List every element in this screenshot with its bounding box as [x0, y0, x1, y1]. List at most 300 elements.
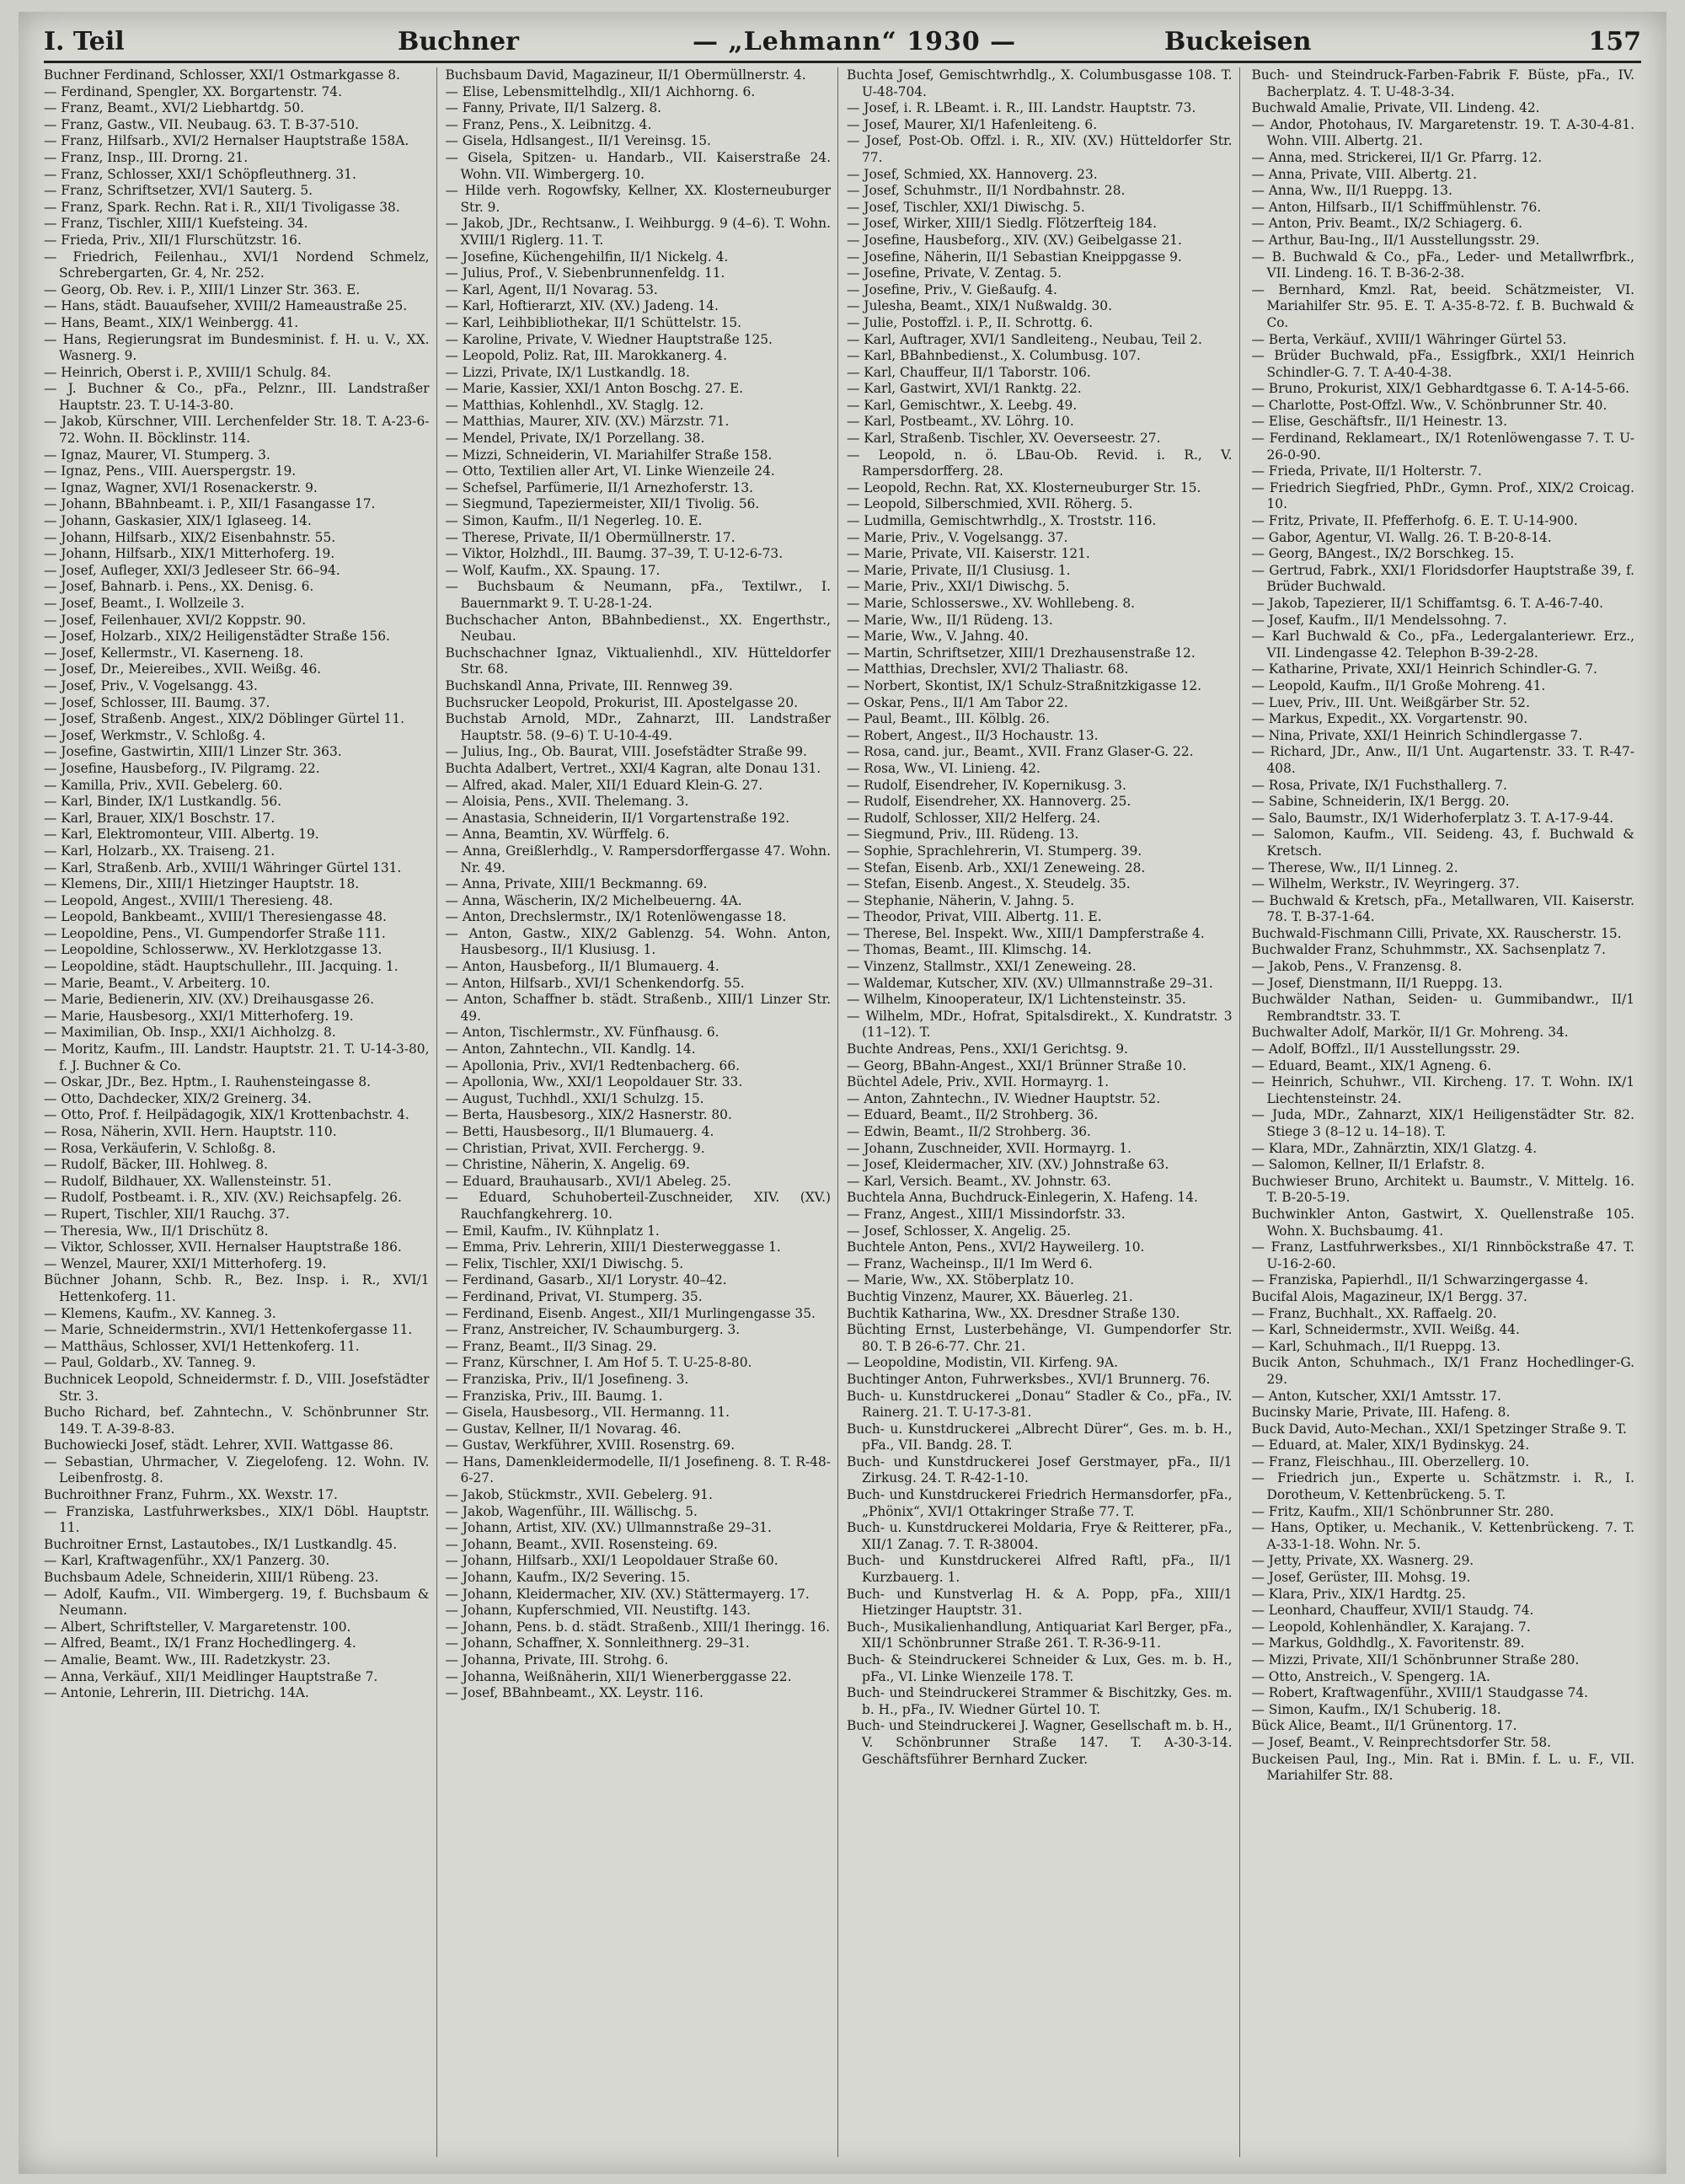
- directory-entry: — Eduard, at. Maler, XIX/1 Bydinskyg. 24.: [1251, 1437, 1530, 1453]
- directory-entry: — Rudolf, Eisendreher, IV. Kopernikusg. 3.: [847, 777, 1126, 793]
- directory-entry: — Stefan, Eisenb. Angest., X. Steudelg. 35.: [847, 876, 1131, 892]
- directory-entry: — Berta, Verkäuf., XVIII/1 Währinger Gürtel 53.: [1251, 331, 1567, 347]
- directory-entry: — J. Buchner & Co., pFa., Pelznr., III. Landstraßer Hauptstr. 23. T. U-14-3-80.: [44, 381, 430, 413]
- directory-entry: — Gisela, Hausbesorg., VII. Hermanng. 11.: [445, 1405, 730, 1421]
- directory-entry: — Paul, Beamt., III. Kölblg. 26.: [847, 711, 1050, 727]
- directory-entry: Buchte Andreas, Pens., XXI/1 Gerichtsg. 9.: [847, 1041, 1128, 1057]
- directory-entry: — Karl, Straßenb. Tischler, XV. Oeverseestr. 27.: [847, 431, 1161, 447]
- directory-entry: Buchwinkler Anton, Gastwirt, X. Quellenstraße 105. Wohn. X. Buchsbaumg. 41.: [1251, 1206, 1634, 1239]
- directory-entry: — Marie, Private, II/1 Clusiusg. 1.: [847, 562, 1071, 578]
- directory-entry: — Kamilla, Priv., XVII. Gebelerg. 60.: [44, 777, 283, 793]
- directory-entry: — Franz, Angest., XIII/1 Missindorfstr. 33.: [847, 1206, 1126, 1222]
- directory-entry: — Paul, Goldarb., XV. Tanneg. 9.: [44, 1355, 256, 1371]
- directory-entry: Buchroithner Franz, Fuhrm., XX. Wexstr. 17.: [44, 1487, 338, 1503]
- directory-entry: — Franz, Anstreicher, IV. Schaumburgerg. 3.: [445, 1322, 741, 1338]
- directory-entry: — Johanna, Weißnäherin, XII/1 Wienerberggasse 22.: [445, 1668, 792, 1684]
- directory-entry: Buch-, Musikalienhandlung, Antiquariat Karl Berger, pFa., XII/1 Schönbrunner Straße 261. T. R-36-9-11.: [847, 1619, 1233, 1651]
- directory-entry: — Katharine, Private, XXI/1 Heinrich Schindler-G. 7.: [1251, 661, 1597, 677]
- directory-entry: — Hilde verh. Rogowfsky, Kellner, XX. Klosterneuburger Str. 9.: [445, 183, 831, 215]
- directory-entry: — Josef, Kellermstr., VI. Kaserneng. 18.: [44, 645, 304, 661]
- directory-entry: — Christine, Näherin, X. Angelig. 69.: [445, 1157, 690, 1173]
- directory-entry: Buchtinger Anton, Fuhrwerksbes., XVI/1 Brunnerg. 76.: [847, 1371, 1211, 1387]
- directory-entry: — Jakob, Kürschner, VIII. Lerchenfelder Str. 18. T. A-23-6-72. Wohn. II. Böcklinstr. 114.: [44, 414, 430, 447]
- directory-entry: — Karl, Versich. Beamt., XV. Johnstr. 63.: [847, 1173, 1111, 1189]
- directory-entry: — Rosa, Private, IX/1 Fuchsthallerg. 7.: [1251, 777, 1507, 793]
- directory-entry: — Karl, Leihbibliothekar, II/1 Schüttelstr. 15.: [445, 314, 742, 330]
- directory-entry: — Josef, Beamt., I. Wollzeile 3.: [44, 596, 245, 611]
- directory-entry: Buch- u. Kunstdruckerei Moldaria, Frye & Reitterer, pFa., XII/1 Zanag. 7. T. R-38004.: [847, 1520, 1233, 1552]
- directory-entry: — Franziska, Priv., III. Baumg. 1.: [445, 1388, 663, 1404]
- directory-entry: — Julie, Postoffzl. i. P., II. Schrottg. 6.: [847, 314, 1094, 330]
- directory-entry: — Stephanie, Näherin, V. Jahng. 5.: [847, 892, 1075, 908]
- directory-entry: — Rupert, Tischler, XII/1 Rauchg. 37.: [44, 1206, 290, 1222]
- directory-entry: Buchnicek Leopold, Schneidermstr. f. D., VIII. Josefstädter Str. 3.: [44, 1371, 430, 1404]
- directory-entry: — Rosa, Verkäuferin, V. Schloßg. 8.: [44, 1140, 276, 1156]
- directory-entry: — Josef, Schlosser, III. Baumg. 37.: [44, 694, 270, 710]
- directory-entry: — Sophie, Sprachlehrerin, VI. Stumperg. 39.: [847, 843, 1142, 859]
- last-surname: Buckeisen: [1164, 27, 1312, 56]
- directory-entry: — Josef, Straßenb. Angest., XIX/2 Döblinger Gürtel 11.: [44, 711, 405, 727]
- directory-entry: Buchwald-Fischmann Cilli, Private, XX. Rauscherstr. 15.: [1251, 925, 1622, 941]
- directory-entry: — Leopoldine, Modistin, VII. Kirfeng. 9A.: [847, 1355, 1118, 1371]
- directory-entry: — Franz, Lastfuhrwerksbes., XI/1 Rinnböckstraße 47. T. U-16-2-60.: [1251, 1239, 1634, 1271]
- directory-entry: — Adolf, Kaufm., VII. Wimbergerg. 19, f. Buchsbaum & Neumann.: [44, 1586, 430, 1619]
- directory-entry: — Karl, Holzarb., XX. Traiseng. 21.: [44, 843, 275, 859]
- directory-entry: — Eduard, Brauhausarb., XVI/1 Abeleg. 25.: [445, 1173, 731, 1189]
- directory-entry: — Leopold, Kohlenhändler, X. Karajang. 7.: [1251, 1619, 1531, 1635]
- directory-entry: Buchsbaum Adele, Schneiderin, XIII/1 Rübeng. 23.: [44, 1570, 379, 1586]
- directory-entry: — Marie, Priv., XXI/1 Diwischg. 5.: [847, 579, 1070, 595]
- directory-entry: Buchwald Amalie, Private, VII. Lindeng. 42.: [1251, 100, 1540, 116]
- directory-entry: — Josef, Bahnarb. i. Pens., XX. Denisg. 6.: [44, 579, 314, 595]
- directory-entry: — Matthias, Drechsler, XVI/2 Thaliastr. 68.: [847, 661, 1129, 677]
- directory-entry: — Buchwald & Kretsch, pFa., Metallwaren, VII. Kaiserstr. 78. T. B-37-1-64.: [1251, 892, 1634, 925]
- directory-entry: — Leopold, n. ö. LBau-Ob. Revid. i. R., V. Rampersdorfferg. 28.: [847, 447, 1233, 479]
- directory-entry: — Bruno, Prokurist, XIX/1 Gebhardtgasse 6. T. A-14-5-66.: [1251, 381, 1630, 397]
- directory-entry: — Elise, Lebensmittelhdlg., XII/1 Aichhorng. 6.: [445, 83, 756, 99]
- directory-entry: — Anna, med. Strickerei, II/1 Gr. Pfarrg. 12.: [1251, 149, 1543, 165]
- directory-entry: — Richard, JDr., Anw., II/1 Unt. Augartenstr. 33. T. R-47-408.: [1251, 744, 1634, 776]
- directory-entry: — Gustav, Werkführer, XVIII. Rosenstrg. 69.: [445, 1437, 736, 1453]
- directory-entry: — Karl, Gastwirt, XVI/1 Ranktg. 22.: [847, 381, 1082, 397]
- directory-entry: Buchta Josef, Gemischtwrhdlg., X. Columbusgasse 108. T. U-48-704.: [847, 67, 1233, 99]
- directory-title: — „Lehmann“ 1930 —: [693, 27, 1017, 56]
- directory-entry: — Anton, Hilfsarb., II/1 Schiffmühlenstr. 76.: [1251, 199, 1542, 215]
- directory-entry: Büchting Ernst, Lusterbehänge, VI. Gumpendorfer Str. 80. T. B 26-6-77. Chr. 21.: [847, 1322, 1233, 1354]
- directory-entry: — Josef, BBahnbeamt., XX. Leystr. 116.: [445, 1685, 703, 1701]
- directory-entry: — Josef, Priv., V. Vogelsangg. 43.: [44, 677, 258, 693]
- directory-entry: — Schefsel, Parfümerie, II/1 Arnezhoferstr. 13.: [445, 479, 754, 495]
- directory-entry: — Jakob, Wagenführ., III. Wällischg. 5.: [445, 1503, 698, 1519]
- directory-entry: Buchner Ferdinand, Schlosser, XXI/1 Ostmarkgasse 8.: [44, 67, 400, 83]
- directory-entry: — Anna, Greißlerhdlg., V. Rampersdorffergasse 47. Wohn. Nr. 49.: [445, 843, 831, 875]
- directory-entry: — Karoline, Private, V. Wiedner Hauptstraße 125.: [445, 331, 773, 347]
- directory-entry: — Gisela, Spitzen- u. Handarb., VII. Kaiserstraße 24. Wohn. VII. Wimbergerg. 10.: [445, 149, 831, 182]
- column-2: [446, 67, 839, 2157]
- directory-entry: — Buchsbaum & Neumann, pFa., Textilwr., I. Bauernmarkt 9. T. U-28-1-24.: [445, 579, 831, 611]
- directory-entry: — Arthur, Bau-Ing., II/1 Ausstellungsstr. 29.: [1251, 232, 1540, 248]
- directory-entry: — Fritz, Kaufm., XII/1 Schönbrunner Str. 280.: [1251, 1503, 1554, 1519]
- directory-page: [19, 12, 1666, 2174]
- directory-entry: — Friedrich Siegfried, PhDr., Gymn. Prof., XIX/2 Croicag. 10.: [1251, 479, 1634, 512]
- directory-entry: — Marie, Bedienerin, XIV. (XV.) Dreihausgasse 26.: [44, 992, 375, 1008]
- directory-entry: — Fritz, Private, II. Pfefferhofg. 6. E. T. U-14-900.: [1251, 513, 1578, 529]
- directory-entry: — Felix, Tischler, XXI/1 Diwischg. 5.: [445, 1255, 684, 1271]
- directory-entry: — Rosa, Ww., VI. Linieng. 42.: [847, 760, 1040, 776]
- directory-entry: — Sabine, Schneiderin, IX/1 Bergg. 20.: [1251, 794, 1510, 810]
- directory-entry: — Leopoldine, Pens., VI. Gumpendorfer Straße 111.: [44, 925, 386, 941]
- directory-entry: — Vinzenz, Stallmstr., XXI/1 Zeneweing. 28.: [847, 959, 1137, 975]
- directory-entry: — Julesha, Beamt., XIX/1 Nußwaldg. 30.: [847, 298, 1112, 314]
- directory-entry: — Theodor, Privat, VIII. Albertg. 11. E.: [847, 909, 1102, 925]
- directory-entry: — Fanny, Private, II/1 Salzerg. 8.: [445, 100, 661, 116]
- directory-entry: — Salomon, Kellner, II/1 Erlafstr. 8.: [1251, 1157, 1485, 1173]
- directory-entry: — Franziska, Lastfuhrwerksbes., XIX/1 Döbl. Hauptstr. 11.: [44, 1503, 430, 1536]
- directory-entry: — Ludmilla, Gemischtwrhdlg., X. Troststr. 116.: [847, 513, 1157, 529]
- directory-entry: — Josef, Tischler, XXI/1 Diwischg. 5.: [847, 199, 1085, 215]
- directory-entry: — Norbert, Skontist, IX/1 Schulz-Straßnitzkigasse 12.: [847, 677, 1202, 693]
- directory-entry: — Anton, Tischlermstr., XV. Fünfhausg. 6.: [445, 1025, 719, 1041]
- directory-entry: Buchtele Anton, Pens., XVI/2 Hayweilerg. 10.: [847, 1239, 1145, 1255]
- directory-entry: — Franz, Pens., X. Leibnitzg. 4.: [445, 116, 652, 132]
- directory-entry: — Johann, BBahnbeamt. i. P., XII/1 Fasangasse 17.: [44, 496, 376, 512]
- directory-entry: — Mizzi, Schneiderin, VI. Mariahilfer Straße 158.: [445, 447, 773, 463]
- directory-entry: — Johann, Beamt., XVII. Rosensteing. 69.: [445, 1536, 718, 1552]
- directory-entry: — Klara, MDr., Zahnärztin, XIX/1 Glatzg. 4.: [1251, 1140, 1538, 1156]
- directory-entry: — Stefan, Eisenb. Arb., XXI/1 Zeneweing. 28.: [847, 859, 1146, 875]
- directory-entry: — Leopold, Silberschmied, XVII. Röherg. 5.: [847, 496, 1133, 512]
- directory-entry: — Josef, Kaufm., II/1 Mendelssohng. 7.: [1251, 612, 1507, 628]
- directory-entry: — Matthias, Maurer, XIV. (XV.) Märzstr. 71.: [445, 414, 730, 430]
- directory-entry: — Siegmund, Priv., III. Rüdeng. 13.: [847, 827, 1079, 843]
- directory-entry: — Elise, Geschäftsfr., II/1 Heinestr. 13.: [1251, 414, 1507, 430]
- directory-entry: — Eduard, Schuhoberteil-Zuschneider, XIV. (XV.) Rauchfangkehrerg. 10.: [445, 1190, 831, 1222]
- directory-entry: — Otto, Textilien aller Art, VI. Linke Wienzeile 24.: [445, 463, 775, 479]
- directory-entry: — Josefine, Gastwirtin, XIII/1 Linzer Str. 363.: [44, 744, 342, 760]
- directory-entry: Buckeisen Paul, Ing., Min. Rat i. BMin. f. L. u. F., VII. Mariahilfer Str. 88.: [1251, 1751, 1634, 1784]
- directory-entry: — Emma, Priv. Lehrerin, XIII/1 Diesterweggasse 1.: [445, 1239, 781, 1255]
- directory-entry: — Ferdinand, Spengler, XX. Borgartenstr. 74.: [44, 83, 342, 99]
- directory-entry: — August, Tuchhdl., XXI/1 Schulzg. 15.: [445, 1090, 704, 1106]
- directory-entry: — Viktor, Schlosser, XVII. Hernalser Hauptstraße 186.: [44, 1239, 402, 1255]
- directory-entry: — Marie, Ww., V. Jahng. 40.: [847, 629, 1029, 645]
- directory-entry: — Karl, Brauer, XIX/1 Boschstr. 17.: [44, 810, 275, 826]
- directory-entry: Buchwalder Franz, Schuhmmstr., XX. Sachsenplatz 7.: [1251, 942, 1606, 958]
- directory-entry: — Josef, Gerüster, III. Mohsg. 19.: [1251, 1570, 1471, 1586]
- directory-entry: Buchwälder Nathan, Seiden- u. Gummibandwr., II/1 Rembrandtstr. 33. T.: [1251, 992, 1634, 1024]
- directory-entry: — Gisela, Hdlsangest., II/1 Vereinsg. 15.: [445, 133, 711, 149]
- first-surname: Buchner: [398, 27, 519, 56]
- directory-entry: — Wilhelm, MDr., Hofrat, Spitalsdirekt., X. Kundratstr. 3 (11–12). T.: [847, 1008, 1233, 1041]
- directory-entry: — Marie, Beamt., V. Arbeiterg. 10.: [44, 975, 270, 991]
- directory-entry: — Franz, Tischler, XIII/1 Kuefsteing. 34.: [44, 216, 308, 232]
- directory-entry: — Berta, Hausbesorg., XIX/2 Hasnerstr. 80.: [445, 1107, 732, 1123]
- directory-entry: — Karl Buchwald & Co., pFa., Ledergalanteriewr. Erz., VII. Lindengasse 42. Telephon B-39-2-28.: [1251, 629, 1634, 661]
- directory-entry: Buch- und Steindruckerei Strammer & Bischitzky, Ges. m. b. H., pFa., IV. Wiedner Gürtel 10. T.: [847, 1685, 1233, 1717]
- directory-entry: — Salomon, Kaufm., VII. Seideng. 43, f. Buchwald & Kretsch.: [1251, 827, 1634, 859]
- directory-entry: — Leopold, Poliz. Rat, III. Marokkanerg. 4.: [445, 348, 727, 364]
- directory-entry: — Anton, Zahntechn., IV. Wiedner Hauptstr. 52.: [847, 1090, 1161, 1106]
- directory-entry: Bück Alice, Beamt., II/1 Grünentorg. 17.: [1251, 1718, 1517, 1734]
- directory-entry: Buchwalter Adolf, Markör, II/1 Gr. Mohreng. 34.: [1251, 1025, 1569, 1041]
- directory-entry: Buch- und Kunstverlag H. & A. Popp, pFa., XIII/1 Hietzinger Hauptstr. 31.: [847, 1586, 1233, 1619]
- directory-entry: — Rudolf, Postbeamt. i. R., XIV. (XV.) Reichsapfelg. 26.: [44, 1190, 402, 1206]
- directory-entry: — Josef, Dr., Meiereibes., XVII. Weißg. 46.: [44, 661, 322, 677]
- directory-entry: — Josef, Werkmstr., V. Schloßg. 4.: [44, 727, 266, 743]
- directory-entry: — Rosa, Näherin, XVII. Hern. Hauptstr. 110.: [44, 1124, 337, 1139]
- directory-entry: — Karl, Schuhmach., II/1 Rueppg. 13.: [1251, 1338, 1500, 1354]
- directory-entry: — Karl, Schneidermstr., XVII. Weißg. 44.: [1251, 1322, 1520, 1338]
- directory-entry: — Amalie, Beamt. Ww., III. Radetzkystr. 23.: [44, 1652, 331, 1667]
- directory-entry: Bucifal Alois, Magazineur, IX/1 Bergg. 37.: [1251, 1288, 1527, 1304]
- directory-entry: — Josef, Feilenhauer, XVI/2 Koppstr. 90.: [44, 612, 307, 628]
- directory-entry: — Johanna, Private, III. Strohg. 6.: [445, 1652, 669, 1667]
- directory-entry: — Gabor, Agentur, VI. Wallg. 26. T. B-20-8-14.: [1251, 529, 1552, 545]
- directory-entry: — Christian, Privat, XVII. Ferchergg. 9.: [445, 1140, 705, 1156]
- directory-entry: — Leopold, Kaufm., II/1 Große Mohreng. 41.: [1251, 677, 1546, 693]
- directory-entry: — Markus, Goldhdlg., X. Favoritenstr. 89.: [1251, 1635, 1525, 1651]
- directory-entry: — Bernhard, Kmzl. Rat, beeid. Schätzmeister, VI. Mariahilfer Str. 95. E. T. A-35-8-72. f. B. Buchwald & Co.: [1251, 281, 1634, 330]
- directory-entry: — Moritz, Kaufm., III. Landstr. Hauptstr. 21. T. U-14-3-80, f. J. Buchner & Co.: [44, 1041, 430, 1073]
- directory-entry: — Ignaz, Wagner, XVI/1 Rosenackerstr. 9.: [44, 479, 318, 495]
- directory-entry: — Charlotte, Post-Offzl. Ww., V. Schönbrunner Str. 40.: [1251, 397, 1607, 413]
- directory-entry: — Franz, Buchhalt., XX. Raffaelg. 20.: [1251, 1305, 1497, 1321]
- directory-entry: — Anton, Drechslermstr., IX/1 Rotenlöwengasse 18.: [445, 909, 787, 925]
- directory-entry: — Anna, Beamtin, XV. Würffelg. 6.: [445, 827, 670, 843]
- directory-entry: — Anastasia, Schneiderin, II/1 Vorgartenstraße 192.: [445, 810, 790, 826]
- directory-entry: — Josef, Holzarb., XIX/2 Heiligenstädter Straße 156.: [44, 629, 390, 645]
- directory-entry: — Juda, MDr., Zahnarzt, XIX/1 Heiligenstädter Str. 82. Stiege 3 (8–12 u. 14–18). T.: [1251, 1107, 1634, 1139]
- directory-entry: — Alfred, akad. Maler, XII/1 Eduard Klein-G. 27.: [445, 777, 763, 793]
- directory-entry: — Anton, Schaffner b. städt. Straßenb., XIII/1 Linzer Str. 49.: [445, 992, 831, 1024]
- directory-entry: — Eduard, Beamt., II/2 Strohberg. 36.: [847, 1107, 1099, 1123]
- directory-entry: — Josef, Schuhmstr., II/1 Nordbahnstr. 28.: [847, 183, 1126, 199]
- directory-entry: — Andor, Photohaus, IV. Margaretenstr. 19. T. A-30-4-81. Wohn. VIII. Albertg. 21.: [1251, 116, 1634, 149]
- directory-entry: — Robert, Angest., II/3 Hochaustr. 13.: [847, 727, 1099, 743]
- directory-entry: Buchtig Vinzenz, Maurer, XX. Bäuerleg. 21.: [847, 1288, 1133, 1304]
- directory-entry: — Therese, Private, II/1 Obermüllnerstr. 17.: [445, 529, 736, 545]
- directory-entry: — Franz, Spark. Rechn. Rat i. R., XII/1 Tivoligasse 38.: [44, 199, 400, 215]
- directory-entry: Buch- & Steindruckerei Schneider & Lux, Ges. m. b. H., pFa., VI. Linke Wienzeile 178. T.: [847, 1652, 1233, 1684]
- directory-entry: — Wenzel, Maurer, XXI/1 Mitterhoferg. 19.: [44, 1255, 327, 1271]
- directory-entry: Buchschacher Anton, BBahnbedienst., XX. Engerthstr., Neubau.: [445, 612, 831, 645]
- directory-entry: — B. Buchwald & Co., pFa., Leder- und Metallwrfbrk., VII. Lindeng. 16. T. B-36-2-38.: [1251, 249, 1634, 281]
- directory-entry: — Johann, Kaufm., IX/2 Severing. 15.: [445, 1570, 691, 1586]
- directory-entry: — Matthäus, Schlosser, XVI/1 Hettenkoferg. 11.: [44, 1338, 360, 1354]
- directory-entry: — Anton, Hilfsarb., XVI/1 Schenkendorfg. 55.: [445, 975, 745, 991]
- directory-entry: — Franz, Gastw., VII. Neubaug. 63. T. B-37-510.: [44, 116, 360, 132]
- directory-entry: — Leopoldine, städt. Hauptschullehr., III. Jacquing. 1.: [44, 959, 399, 975]
- directory-entry: — Karl, Hoftierarzt, XIV. (XV.) Jadeng. 14.: [445, 298, 719, 314]
- directory-entry: Buchstab Arnold, MDr., Zahnarzt, III. Landstraßer Hauptstr. 58. (9–6) T. U-10-4-49.: [445, 711, 831, 743]
- directory-entry: — Antonie, Lehrerin, III. Dietrichg. 14A.: [44, 1685, 309, 1701]
- directory-entry: — Marie, Ww., XX. Stöberplatz 10.: [847, 1272, 1074, 1288]
- directory-entry: — Johann, Hilfsarb., XIX/1 Mitterhoferg. 19.: [44, 546, 335, 562]
- directory-entry: — Franziska, Priv., II/1 Josefineng. 3.: [445, 1371, 689, 1387]
- directory-entry: — Oskar, Pens., II/1 Am Tabor 22.: [847, 694, 1068, 710]
- directory-entry: — Otto, Prof. f. Heilpädagogik, XIX/1 Krottenbachstr. 4.: [44, 1107, 409, 1123]
- directory-entry: — Jakob, Stückmstr., XVII. Gebelerg. 91.: [445, 1487, 713, 1503]
- directory-entry: Buchsbaum David, Magazineur, II/1 Obermüllnerstr. 4.: [445, 67, 806, 83]
- directory-entry: — Matthias, Kohlenhdl., XV. Staglg. 12.: [445, 397, 704, 413]
- directory-entry: — Simon, Kaufm., IX/1 Schuberig. 18.: [1251, 1701, 1501, 1717]
- directory-entry: — Johann, Pens. b. d. städt. Straßenb., XIII/1 Iheringg. 16.: [445, 1619, 831, 1635]
- directory-entry: — Viktor, Holzhdl., III. Baumg. 37–39, T. U-12-6-73.: [445, 546, 784, 562]
- directory-entry: — Martin, Schriftsetzer, XIII/1 Drezhausenstraße 12.: [847, 645, 1196, 661]
- directory-entry: — Karl, Auftrager, XVI/1 Sandleiteng., Neubau, Teil 2.: [847, 331, 1202, 347]
- directory-entry: — Josefine, Priv., V. Gießaufg. 4.: [847, 281, 1057, 297]
- directory-entry: — Gertrud, Fabrk., XXI/1 Floridsdorfer Hauptstraße 39, f. Brüder Buchwald.: [1251, 562, 1634, 595]
- directory-entry: — Rosa, cand. jur., Beamt., XVII. Franz Glaser-G. 22.: [847, 744, 1194, 760]
- directory-entry: — Karl, Postbeamt., XV. Löhrg. 10.: [847, 414, 1074, 430]
- directory-entry: — Josefine, Private, V. Zentag. 5.: [847, 265, 1062, 281]
- directory-entry: — Anton, Gastw., XIX/2 Gablenzg. 54. Wohn. Anton, Hausbesorg., II/1 Klusiusg. 1.: [445, 925, 831, 958]
- directory-entry: — Ignaz, Maurer, VI. Stumperg. 3.: [44, 447, 270, 463]
- directory-entry: — Anna, Ww., II/1 Rueppg. 13.: [1251, 183, 1452, 199]
- directory-entry: — Heinrich, Schuhwr., VII. Kircheng. 17. T. Wohn. IX/1 Liechtensteinstr. 24.: [1251, 1074, 1634, 1106]
- directory-entry: — Marie, Hausbesorg., XXI/1 Mitterhoferg. 19.: [44, 1008, 354, 1024]
- directory-entry: — Brüder Buchwald, pFa., Essigfbrk., XXI/1 Heinrich Schindler-G. 7. T. A-40-4-38.: [1251, 348, 1634, 380]
- directory-entry: — Hans, Optiker, u. Mechanik., V. Kettenbrückeng. 7. T. A-33-1-18. Wohn. Nr. 5.: [1251, 1520, 1634, 1552]
- directory-entry: — Waldemar, Kutscher, XIV. (XV.) Ullmannstraße 29–31.: [847, 975, 1213, 991]
- directory-entry: — Sebastian, Uhrmacher, V. Ziegelofeng. 12. Wohn. IV. Leibenfrostg. 8.: [44, 1453, 430, 1486]
- directory-entry: — Nina, Private, XXI/1 Heinrich Schindlergasse 7.: [1251, 727, 1583, 743]
- directory-columns: [44, 67, 1641, 2157]
- directory-entry: — Friedrich jun., Experte u. Schätzmstr. i. R., I. Dorotheum, V. Kettenbrückeng. 5. T.: [1251, 1470, 1634, 1503]
- directory-entry: — Josefine, Küchengehilfin, II/1 Nickelg. 4.: [445, 249, 729, 265]
- directory-entry: — Leopold, Bankbeamt., XVIII/1 Theresiengasse 48.: [44, 909, 387, 925]
- directory-entry: — Leopoldine, Schlosserww., XV. Herklotzgasse 13.: [44, 942, 382, 958]
- directory-entry: — Anna, Private, VIII. Albertg. 21.: [1251, 166, 1478, 182]
- directory-entry: — Johann, Kleidermacher, XIV. (XV.) Stättermayerg. 17.: [445, 1586, 810, 1602]
- directory-entry: Buchowiecki Josef, städt. Lehrer, XVII. Wattgasse 86.: [44, 1437, 393, 1453]
- directory-entry: Buchtela Anna, Buchdruck-Einlegerin, X. Hafeng. 14.: [847, 1190, 1198, 1206]
- directory-entry: — Hans, Beamt., XIX/1 Weinbergg. 41.: [44, 314, 299, 330]
- directory-entry: — Rudolf, Eisendreher, XX. Hannoverg. 25.: [847, 794, 1131, 810]
- directory-entry: Büchner Johann, Schb. R., Bez. Insp. i. R., XVI/1 Hettenkoferg. 11.: [44, 1272, 430, 1304]
- directory-entry: — Marie, Ww., II/1 Rüdeng. 13.: [847, 612, 1053, 628]
- directory-entry: — Franz, Wacheinsp., II/1 Im Werd 6.: [847, 1255, 1093, 1271]
- directory-entry: — Franz, Beamt., XVI/2 Liebhartdg. 50.: [44, 100, 305, 116]
- directory-entry: — Klara, Priv., XIX/1 Hardtg. 25.: [1251, 1586, 1466, 1602]
- directory-entry: — Ferdinand, Gasarb., XI/1 Lorystr. 40–42.: [445, 1272, 727, 1288]
- directory-entry: — Karl, Kraftwagenführ., XX/1 Panzerg. 30.: [44, 1553, 330, 1569]
- directory-entry: — Hans, Damenkleidermodelle, II/1 Josefineng. 8. T. R-48-6-27.: [445, 1453, 831, 1486]
- directory-entry: Buch- u. Kunstdruckerei „Albrecht Dürer“, Ges. m. b. H., pFa., VII. Bandg. 28. T.: [847, 1421, 1233, 1453]
- directory-entry: — Josef, Post-Ob. Offzl. i. R., XIV. (XV.) Hütteldorfer Str. 77.: [847, 133, 1233, 165]
- directory-entry: — Ferdinand, Eisenb. Angest., XII/1 Murlingengasse 35.: [445, 1305, 816, 1321]
- directory-entry: — Julius, Ing., Ob. Baurat, VIII. Josefstädter Straße 99.: [445, 744, 807, 760]
- directory-entry: — Mendel, Private, IX/1 Porzellang. 38.: [445, 431, 705, 447]
- directory-entry: — Rudolf, Schlosser, XII/2 Helferg. 24.: [847, 810, 1101, 826]
- directory-entry: — Anton, Zahntechn., VII. Kandlg. 14.: [445, 1041, 696, 1057]
- directory-entry: Bucho Richard, bef. Zahntechn., V. Schönbrunner Str. 149. T. A-39-8-83.: [44, 1405, 430, 1437]
- directory-entry: — Robert, Kraftwagenführ., XVIII/1 Staudgasse 74.: [1251, 1685, 1589, 1701]
- directory-entry: — Marie, Kassier, XXI/1 Anton Boschg. 27. E.: [445, 381, 744, 397]
- directory-entry: — Josef, Schmied, XX. Hannoverg. 23.: [847, 166, 1098, 182]
- directory-entry: — Josef, Kleidermacher, XIV. (XV.) Johnstraße 63.: [847, 1157, 1169, 1173]
- directory-entry: — Jakob, Tapezierer, II/1 Schiffamtsg. 6. T. A-46-7-40.: [1251, 596, 1603, 611]
- directory-entry: — Marie, Private, VII. Kaiserstr. 121.: [847, 546, 1090, 562]
- volume-label: I. Teil: [44, 27, 125, 56]
- directory-entry: — Josef, Aufleger, XXI/3 Jedleseer Str. 66–94.: [44, 562, 340, 578]
- directory-entry: — Marie, Schneidermstrin., XVI/1 Hettenkofergasse 11.: [44, 1322, 413, 1338]
- directory-entry: Bucinsky Marie, Private, III. Hafeng. 8.: [1251, 1405, 1511, 1421]
- directory-entry: — Josefine, Näherin, II/1 Sebastian Kneippgasse 9.: [847, 249, 1182, 265]
- directory-entry: Buchsrucker Leopold, Prokurist, III. Apostelgasse 20.: [445, 694, 799, 710]
- directory-entry: — Johann, Hilfsarb., XXI/1 Leopoldauer Straße 60.: [445, 1553, 778, 1569]
- directory-entry: — Maximilian, Ob. Insp., XXI/1 Aichholzg. 8.: [44, 1025, 336, 1041]
- directory-entry: — Anna, Private, XIII/1 Beckmanng. 69.: [445, 876, 708, 892]
- directory-entry: — Josef, Schlosser, X. Angelig. 25.: [847, 1223, 1071, 1239]
- page-header: [44, 24, 1641, 63]
- directory-entry: — Therese, Ww., II/1 Linneg. 2.: [1251, 859, 1458, 875]
- directory-entry: — Karl, Chauffeur, II/1 Taborstr. 106.: [847, 364, 1091, 380]
- directory-entry: — Karl, Gemischtwr., X. Leebg. 49.: [847, 397, 1078, 413]
- directory-entry: — Eduard, Beamt., XIX/1 Agneng. 6.: [1251, 1057, 1492, 1073]
- directory-entry: — Jakob, JDr., Rechtsanw., I. Weihburgg. 9 (4–6). T. Wohn. XVIII/1 Riglerg. 11. T.: [445, 216, 831, 248]
- directory-entry: — Salo, Baumstr., IX/1 Widerhoferplatz 3. T. A-17-9-44.: [1251, 810, 1613, 826]
- directory-entry: — Hans, städt. Bauaufseher, XVIII/2 Hameaustraße 25.: [44, 298, 408, 314]
- directory-entry: — Franz, Hilfsarb., XVI/2 Hernalser Hauptstraße 158A.: [44, 133, 409, 149]
- directory-entry: — Karl, Binder, IX/1 Lustkandlg. 56.: [44, 794, 281, 810]
- directory-entry: — Johann, Zuschneider, XVII. Hormayrg. 1.: [847, 1140, 1132, 1156]
- directory-entry: — Josefine, Hausbeforg., XIV. (XV.) Geibelgasse 21.: [847, 232, 1182, 248]
- directory-entry: Buch- und Kunstdruckerei Friedrich Hermansdorfer, pFa., „Phönix“, XVI/1 Ottakringer Straße 77. T.: [847, 1487, 1233, 1519]
- directory-entry: — Rudolf, Bildhauer, XX. Wallensteinstr. 51.: [44, 1173, 332, 1189]
- directory-entry: — Leopold, Angest., XVIII/1 Theresieng. 48.: [44, 892, 334, 908]
- directory-entry: Bucik Anton, Schuhmach., IX/1 Franz Hochedlinger-G. 29.: [1251, 1355, 1634, 1387]
- directory-entry: — Franz, Beamt., II/3 Sinag. 29.: [445, 1338, 657, 1354]
- directory-entry: — Johann, Artist, XIV. (XV.) Ullmannstraße 29–31.: [445, 1520, 772, 1536]
- directory-entry: — Johann, Gaskasier, XIX/1 Iglaseeg. 14.: [44, 513, 312, 529]
- directory-entry: — Wolf, Kaufm., XX. Spaung. 17.: [445, 562, 661, 578]
- directory-entry: — Apollonia, Priv., XVI/1 Redtenbacherg. 66.: [445, 1057, 741, 1073]
- directory-entry: — Karl, Elektromonteur, VIII. Albertg. 19.: [44, 827, 319, 843]
- directory-entry: Büchtel Adele, Priv., XVII. Hormayrg. 1.: [847, 1074, 1110, 1090]
- directory-entry: — Frieda, Private, II/1 Holterstr. 7.: [1251, 463, 1482, 479]
- directory-entry: — Otto, Dachdecker, XIX/2 Greinerg. 34.: [44, 1090, 312, 1106]
- directory-entry: — Rudolf, Bäcker, III. Hohlweg. 8.: [44, 1157, 268, 1173]
- directory-entry: — Aloisia, Pens., XVII. Thelemang. 3.: [445, 794, 689, 810]
- directory-entry: — Franz, Fleischhau., III. Oberzellerg. 10.: [1251, 1453, 1530, 1469]
- directory-entry: Buck David, Auto-Mechan., XXI/1 Spetzinger Straße 9. T.: [1251, 1421, 1627, 1437]
- directory-entry: Buchroitner Ernst, Lastautobes., IX/1 Lustkandlg. 45.: [44, 1536, 398, 1552]
- directory-entry: — Georg, Ob. Rev. i. P., XIII/1 Linzer Str. 363. E.: [44, 281, 361, 297]
- directory-entry: — Lizzi, Private, IX/1 Lustkandlg. 18.: [445, 364, 690, 380]
- directory-entry: — Franz, Insp., III. Drorng. 21.: [44, 149, 249, 165]
- directory-entry: — Marie, Priv., V. Vogelsangg. 37.: [847, 529, 1068, 545]
- directory-entry: Buchskandl Anna, Private, III. Rennweg 39.: [445, 677, 733, 693]
- directory-entry: — Karl, BBahnbedienst., X. Columbusg. 107.: [847, 348, 1141, 364]
- directory-entry: — Johann, Kupferschmied, VII. Neustiftg. 143.: [445, 1603, 752, 1619]
- directory-entry: Buch- und Steindruckerei J. Wagner, Gesellschaft m. b. H., V. Schönbrunner Straße 147. T. A-30-3-14. Geschäftsführer Bernhard Zucker.: [847, 1718, 1233, 1767]
- directory-entry: — Josef, i. R. LBeamt. i. R., III. Landstr. Hauptstr. 73.: [847, 100, 1196, 116]
- directory-entry: Buch- und Kunstdruckerei Alfred Raftl, pFa., II/1 Kurzbauerg. 1.: [847, 1553, 1233, 1586]
- directory-entry: — Alfred, Beamt., IX/1 Franz Hochedlingerg. 4.: [44, 1635, 356, 1651]
- directory-entry: — Franz, Schlosser, XXI/1 Schöpfleuthnerg. 31.: [44, 166, 356, 182]
- directory-entry: — Adolf, BOffzl., II/1 Ausstellungsstr. 29.: [1251, 1041, 1521, 1057]
- directory-entry: — Therese, Bel. Inspekt. Ww., XIII/1 Dampferstraße 4.: [847, 925, 1205, 941]
- directory-entry: — Frieda, Priv., XII/1 Flurschützstr. 16.: [44, 232, 302, 248]
- directory-entry: — Heinrich, Oberst i. P., XVIII/1 Schulg. 84.: [44, 364, 331, 380]
- column-1: [44, 67, 437, 2157]
- directory-entry: — Leopold, Rechn. Rat, XX. Klosterneuburger Str. 15.: [847, 479, 1201, 495]
- directory-entry: — Josef, Wirker, XIII/1 Siedlg. Flötzerfteig 184.: [847, 216, 1157, 232]
- directory-entry: — Ferdinand, Privat, VI. Stumperg. 35.: [445, 1288, 703, 1304]
- directory-entry: — Edwin, Beamt., II/2 Strohberg. 36.: [847, 1124, 1091, 1139]
- directory-entry: Buchwieser Bruno, Architekt u. Baumstr., V. Mittelg. 16. T. B-20-5-19.: [1251, 1173, 1634, 1206]
